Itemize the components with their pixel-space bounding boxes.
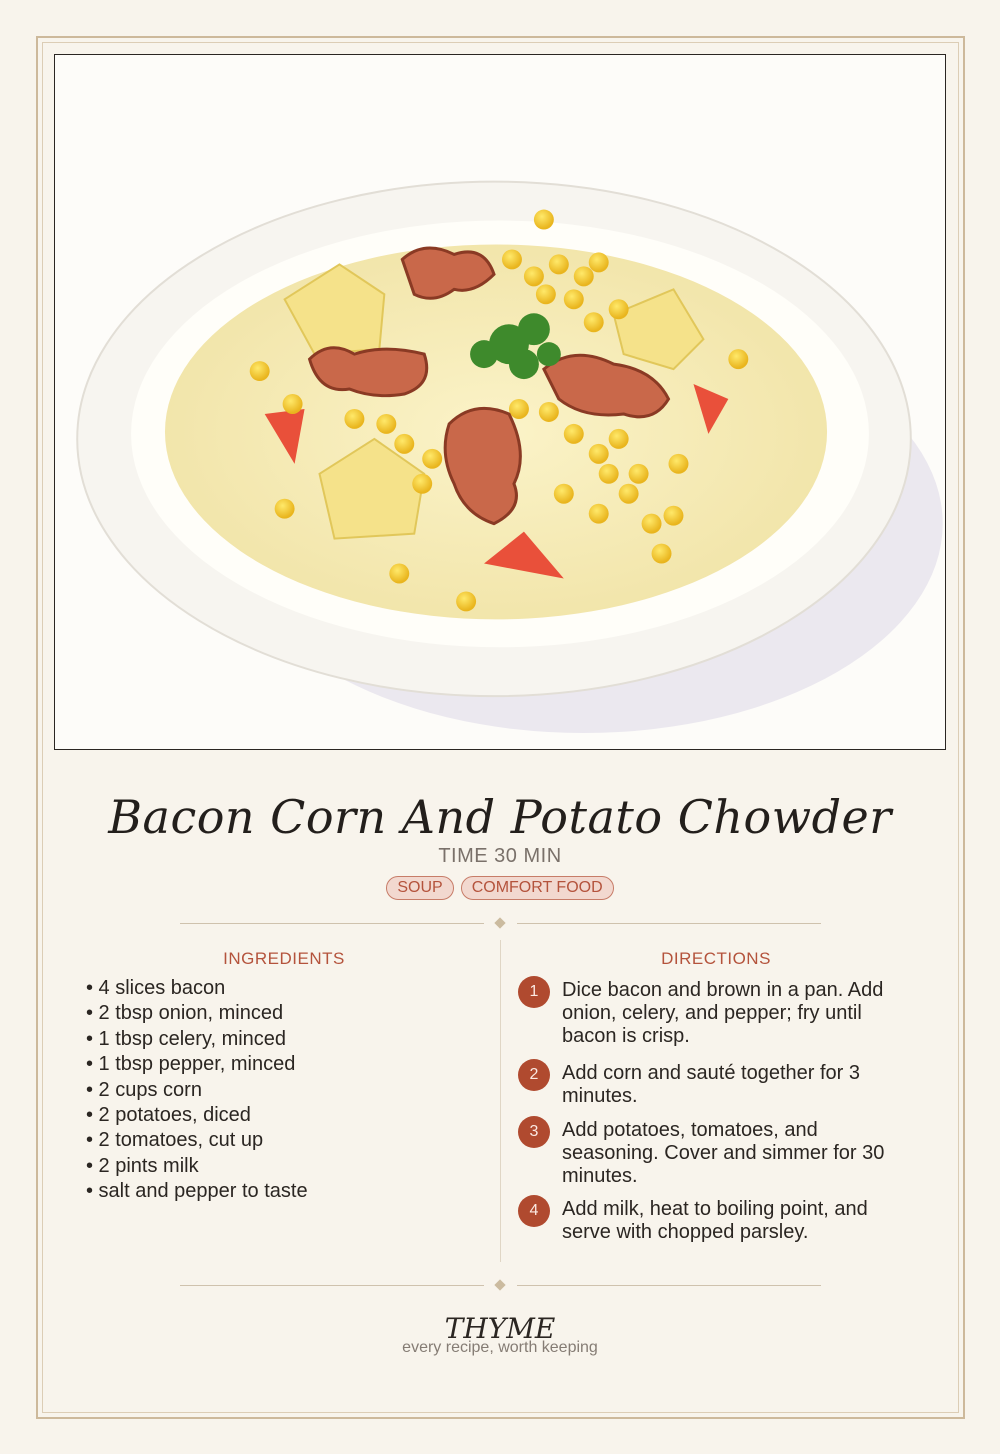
step-text: Add potatoes, tomatoes, and seasoning. Cover and simmer for 30 minutes. bbox=[562, 1119, 885, 1187]
step-text: Add milk, heat to boiling point, and serve with chopped parsley. bbox=[562, 1198, 868, 1243]
list-item: • salt and pepper to taste bbox=[86, 1180, 308, 1203]
diamond-ornament-icon bbox=[494, 1279, 505, 1290]
brand-logo: THYME bbox=[444, 1312, 556, 1345]
step-number-badge: 4 bbox=[518, 1195, 550, 1227]
ingredients-list bbox=[86, 976, 308, 1205]
step-text: Add corn and sauté together for 3 minutes. bbox=[562, 1062, 860, 1107]
list-item: • 1 tbsp pepper, minced bbox=[86, 1053, 296, 1076]
list-item: • 4 slices bacon bbox=[86, 977, 226, 999]
top-divider bbox=[180, 918, 821, 930]
tag-list bbox=[0, 876, 1000, 900]
column-separator bbox=[500, 940, 501, 1262]
recipe-photo bbox=[54, 54, 946, 750]
list-item: • 2 pints milk bbox=[86, 1154, 199, 1177]
directions-heading: DIRECTIONS bbox=[661, 949, 771, 968]
cook-time: TIME 30 MIN bbox=[438, 845, 562, 867]
step-number-badge: 1 bbox=[518, 976, 550, 1008]
step-number-badge: 3 bbox=[518, 1116, 550, 1148]
list-item: • 1 tbsp celery, minced bbox=[86, 1027, 287, 1050]
list-item: • 2 cups corn bbox=[86, 1078, 202, 1101]
brand-tagline: every recipe, worth keeping bbox=[402, 1339, 598, 1356]
tag-comfort-food[interactable]: COMFORT FOOD bbox=[461, 876, 614, 900]
list-item: • 2 tbsp onion, minced bbox=[86, 1002, 284, 1025]
recipe-title: Bacon Corn And Potato Chowder bbox=[108, 790, 892, 844]
step-text: Dice bacon and brown in a pan. Add onion, celery, and pepper; fry until bacon is crisp. bbox=[562, 979, 884, 1047]
tag-soup[interactable]: SOUP bbox=[386, 876, 453, 900]
list-item: • 2 tomatoes, cut up bbox=[86, 1129, 264, 1152]
ingredients-heading: INGREDIENTS bbox=[223, 949, 345, 968]
step-number-badge: 2 bbox=[518, 1059, 550, 1091]
list-item: • 2 potatoes, diced bbox=[86, 1103, 251, 1126]
bottom-divider bbox=[180, 1280, 821, 1292]
diamond-ornament-icon bbox=[494, 917, 505, 928]
